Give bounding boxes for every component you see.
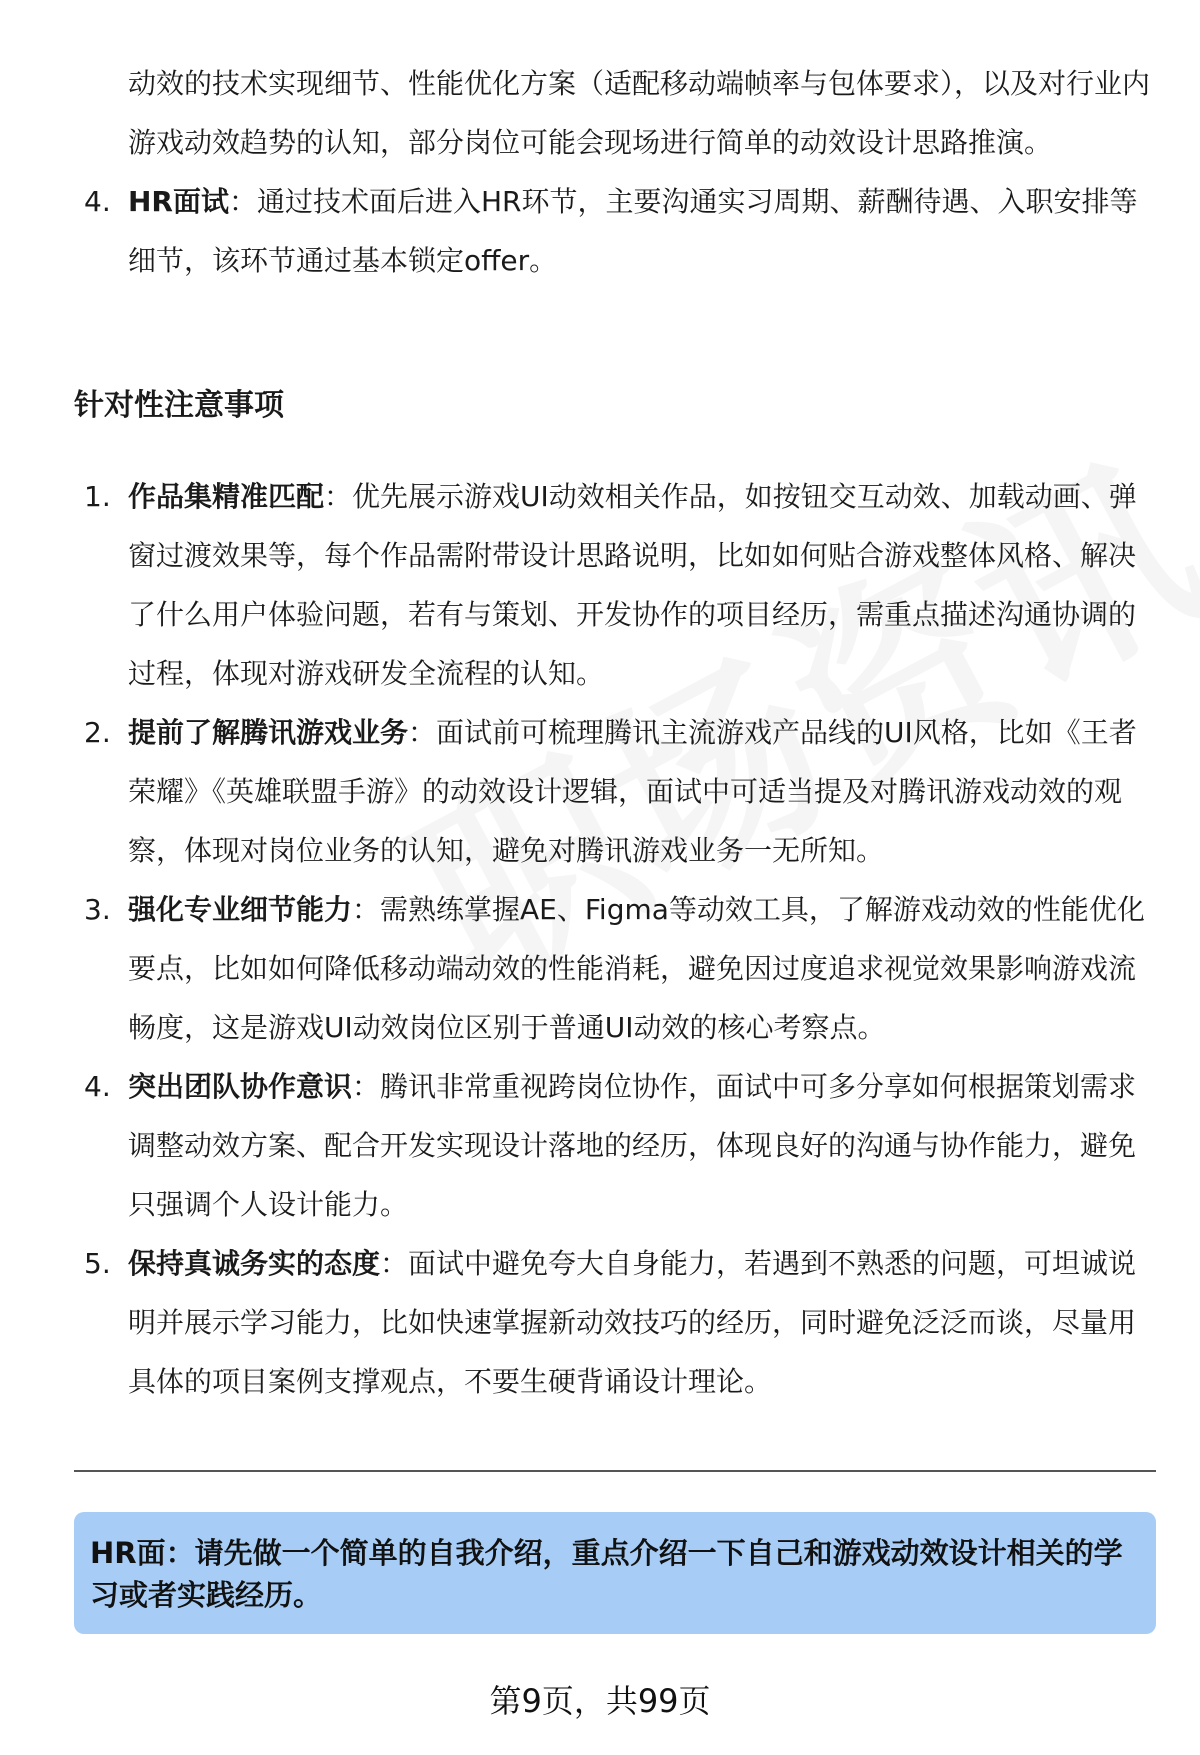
item-text: ：优先展示游戏UI动效相关作品，如按钮交互动效、加载动画、弹窗过渡效果等，每个作品需附带设计思路说明，比如如何贴合游戏整体风格、解决了什么用户体验问题，若有与策划、开发协作的项目经历，需重点描述沟通协调的过程，体现对游戏研发全流程的认知。	[128, 480, 1137, 690]
item-label: 保持真诚务实的态度	[128, 1247, 381, 1280]
item-label: 作品集精准匹配	[128, 480, 325, 513]
item-text: ：面试中避免夸大自身能力，若遇到不熟悉的问题，可坦诚说明并展示学习能力，比如快速掌握新动效技巧的经历，同时避免泛泛而谈，尽量用具体的项目案例支撑观点，不要生硬背诵设计理论。	[128, 1247, 1137, 1398]
question-callout: HR面：请先做一个简单的自我介绍，重点介绍一下自己和游戏动效设计相关的学习或者实践经历。	[74, 1512, 1156, 1634]
list-item	[74, 172, 1154, 290]
item-label: 提前了解腾讯游戏业务	[128, 716, 409, 749]
item-number: 5.	[84, 1247, 111, 1280]
item-number: 2.	[84, 716, 111, 749]
list-item	[74, 1234, 1154, 1411]
item-text: ：通过技术面后进入HR环节，主要沟通实习周期、薪酬待遇、入职安排等细节，该环节通过基本锁定offer。	[128, 185, 1138, 277]
item-number: 4.	[84, 185, 111, 218]
list-item	[74, 880, 1154, 1057]
item-text: ：需熟练掌握AE、Figma等动效工具，了解游戏动效的性能优化要点，比如如何降低移动端动效的性能消耗，避免因过度追求视觉效果影响游戏流畅度，这是游戏UI动效岗位区别于普通UI动效的核心考察点。	[128, 893, 1145, 1044]
list-item	[74, 703, 1154, 880]
item-number: 1.	[84, 480, 111, 513]
item-text: 动效的技术实现细节、性能优化方案（适配移动端帧率与包体要求），以及对行业内游戏动效趋势的认知，部分岗位可能会现场进行简单的动效设计思路推演。	[128, 67, 1151, 159]
page-number: 第9页，共99页	[489, 1682, 711, 1720]
item-label: HR面试	[128, 185, 229, 218]
item-text: ：面试前可梳理腾讯主流游戏产品线的UI风格，比如《王者荣耀》《英雄联盟手游》的动效设计逻辑，面试中可适当提及对腾讯游戏动效的观察，体现对岗位业务的认知，避免对腾讯游戏业务一无所知。	[128, 716, 1137, 867]
tips-list	[74, 467, 1154, 1411]
item-number: 3.	[84, 893, 111, 926]
list-item	[74, 54, 1154, 172]
item-label: 强化专业细节能力	[128, 893, 353, 926]
list-item	[74, 467, 1154, 703]
item-label: 突出团队协作意识	[128, 1070, 353, 1103]
section-heading: 针对性注意事项	[74, 388, 284, 423]
divider	[74, 1470, 1156, 1472]
list-item	[74, 1057, 1154, 1234]
item-text: ：腾讯非常重视跨岗位协作，面试中可多分享如何根据策划需求调整动效方案、配合开发实现设计落地的经历，体现良好的沟通与协作能力，避免只强调个人设计能力。	[128, 1070, 1137, 1221]
item-number: 4.	[84, 1070, 111, 1103]
interview-steps-list	[74, 54, 1154, 290]
